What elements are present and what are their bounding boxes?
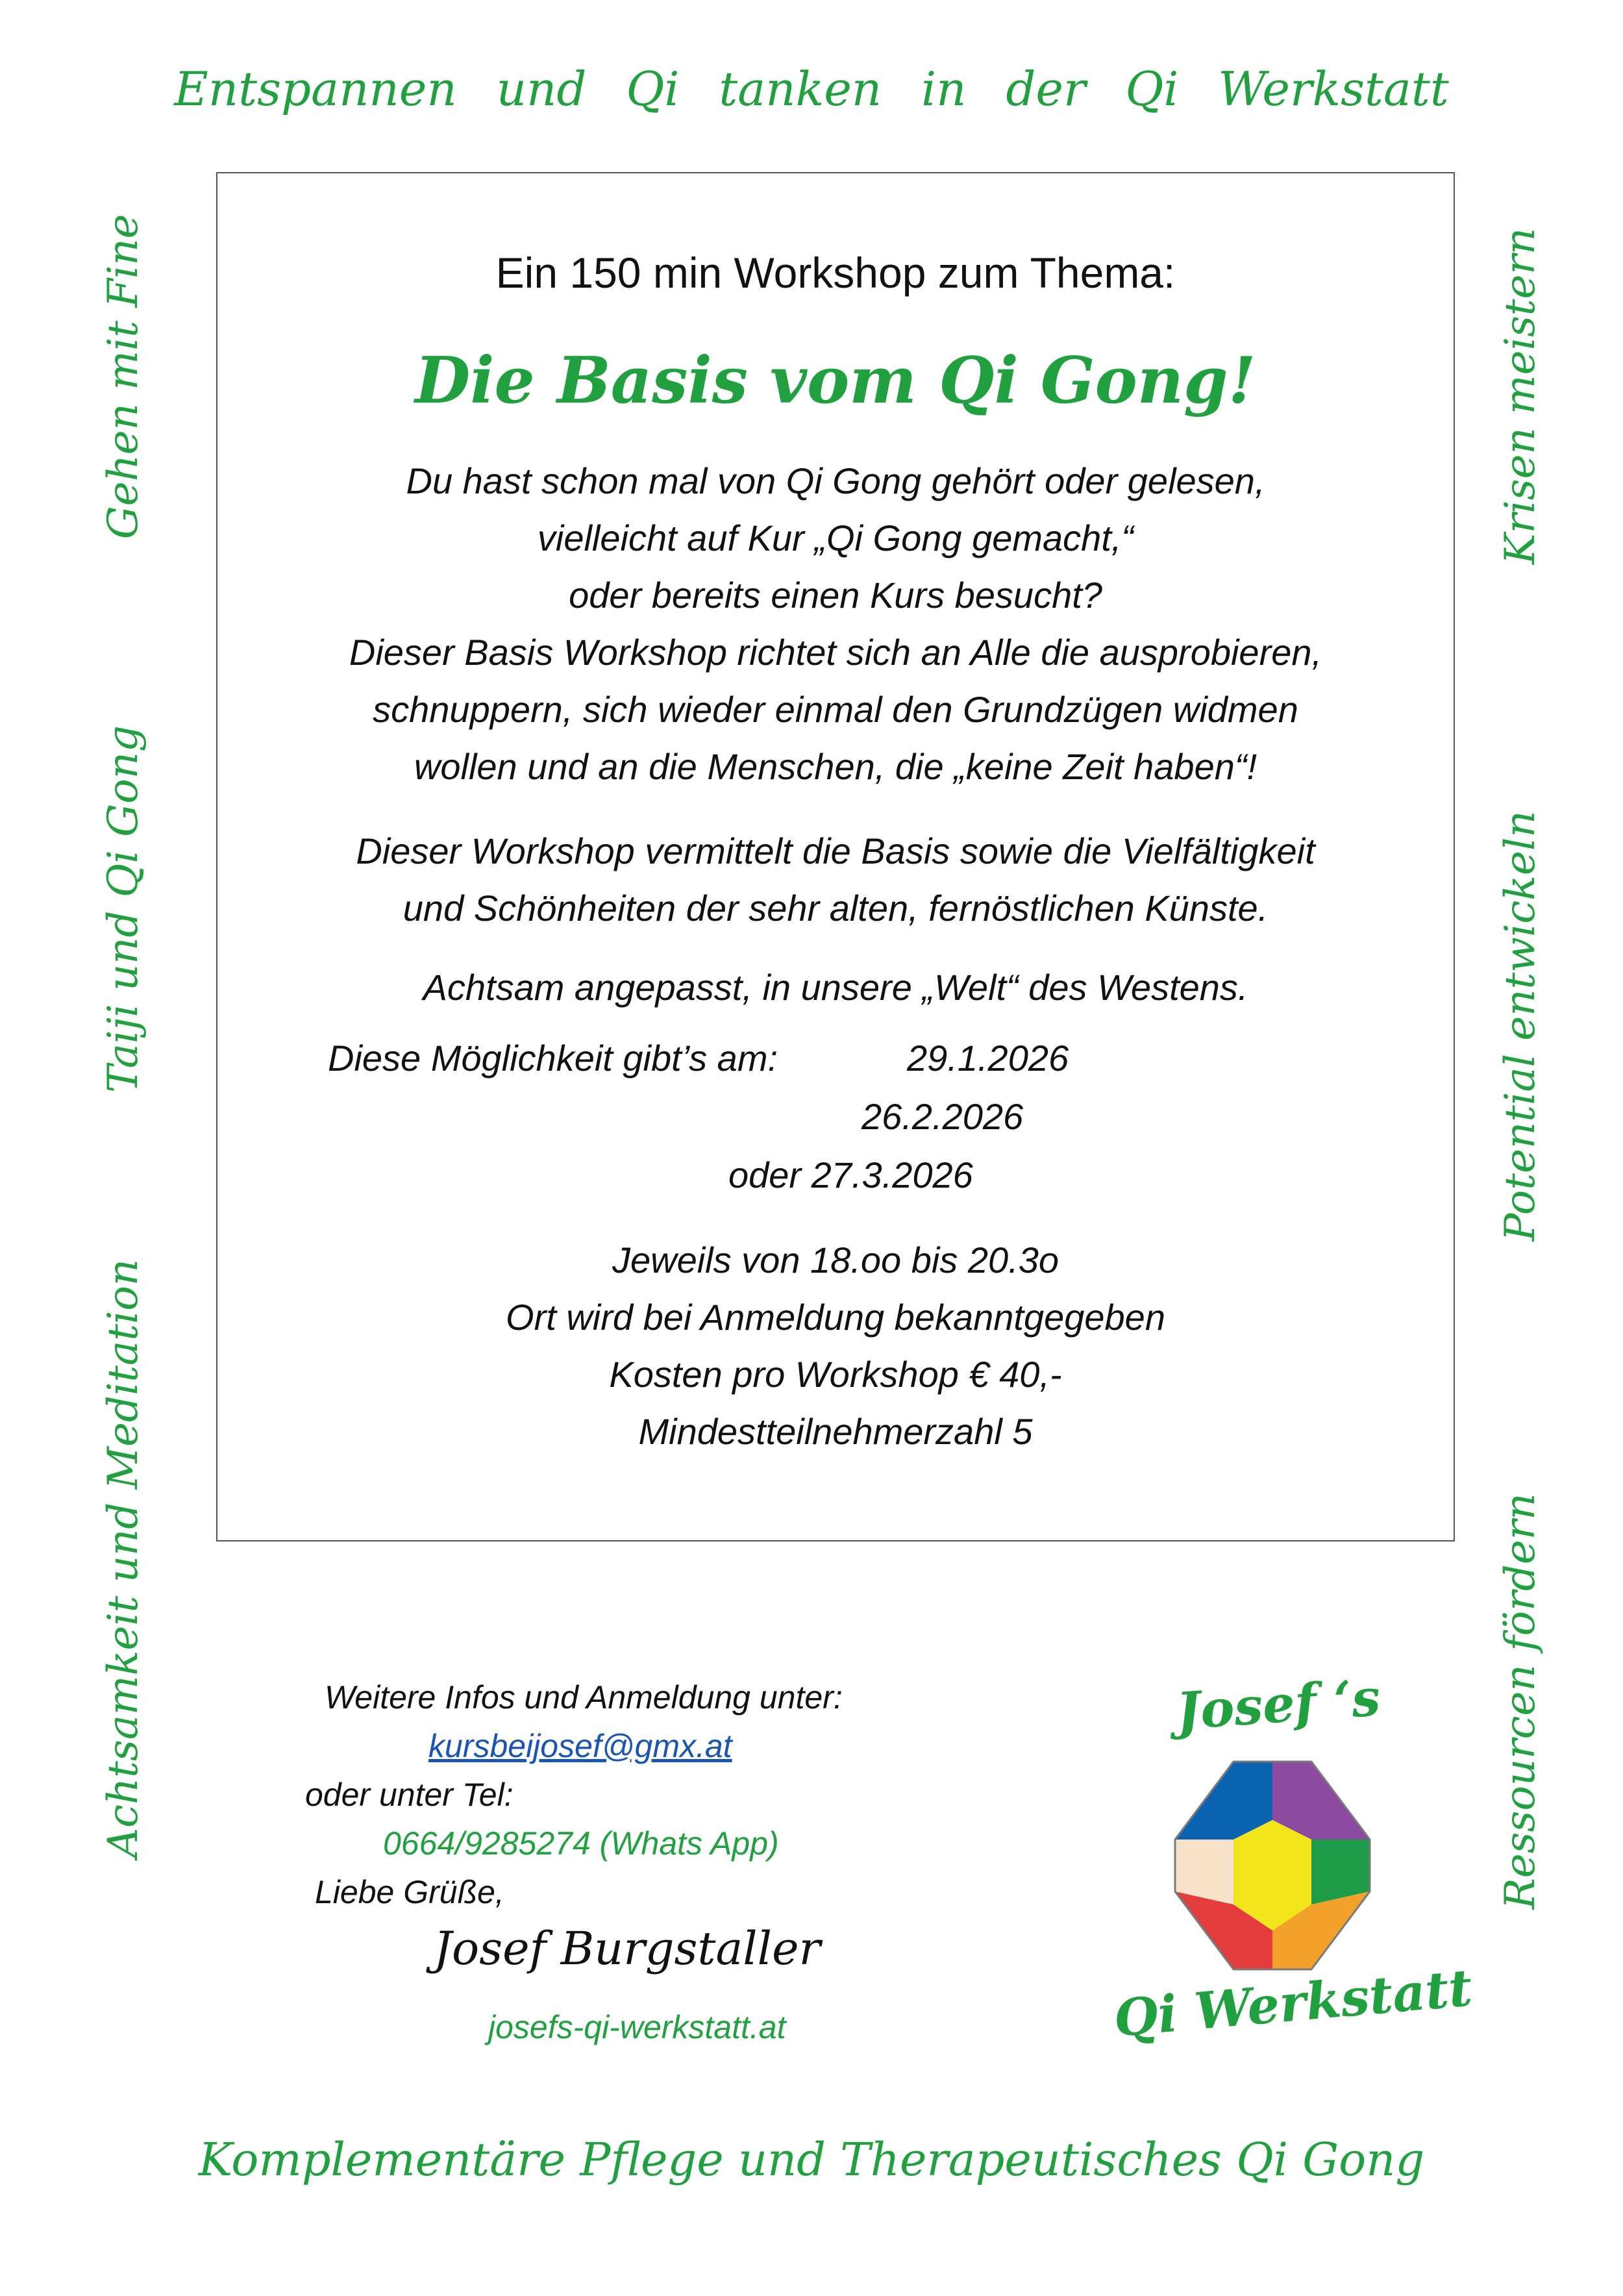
dates-label: Diese Möglichkeit gibt’s am: — [328, 1038, 778, 1079]
side-right-resources: Ressourcen fördern — [1496, 1493, 1544, 1910]
paragraph-2-line: Dieser Workshop vermittelt die Basis sowie die Vielfältigkeit — [356, 830, 1315, 871]
workshop-intro: Ein 150 min Workshop zum Thema: — [495, 249, 1176, 297]
paragraph-1-line: Dieser Basis Workshop richtet sich an Alle die ausprobieren, — [349, 632, 1322, 673]
date-1: 29.1.2026 — [907, 1038, 1069, 1079]
workshop-details — [217, 1232, 1454, 1460]
paragraph-2-line: und Schönheiten der sehr alten, fernöstlichen Künste. — [403, 888, 1269, 929]
phone-number[interactable]: 0664/9285274 (Whats App) — [383, 1825, 779, 1862]
side-left-taiji: Taiji und Qi Gong — [99, 725, 147, 1093]
paragraph-1-line: Du hast schon mal von Qi Gong gehört oder gelesen, — [406, 460, 1265, 501]
logo-bottom-text: Qi Werkstatt — [1111, 1958, 1475, 2049]
detail-time: Jeweils von 18.oo bis 20.3o — [612, 1240, 1059, 1280]
paragraph-1-line: oder bereits einen Kurs besucht? — [569, 575, 1102, 616]
detail-location: Ort wird bei Anmeldung bekanntgegeben — [506, 1297, 1165, 1338]
top-banner: Entspannen und Qi tanken in der Qi Werkstatt — [174, 62, 1449, 116]
side-left-mindfulness: Achtsamkeit und Meditation — [99, 1258, 147, 1858]
date-2: 26.2.2026 — [861, 1096, 1024, 1137]
side-right-potential: Potential entwickeln — [1496, 810, 1544, 1242]
phone-label: oder unter Tel: — [305, 1777, 514, 1813]
detail-cost: Kosten pro Workshop € 40,- — [609, 1354, 1062, 1395]
workshop-box — [216, 172, 1455, 1541]
website-link[interactable]: josefs-qi-werkstatt.at — [488, 2009, 786, 2045]
side-left-walking: Gehen mit Fine — [99, 214, 147, 540]
paragraph-3: Achtsam angepasst, in unsere „Welt“ des Westens. — [423, 967, 1248, 1008]
paragraph-1 — [217, 453, 1454, 795]
paragraph-2 — [217, 823, 1454, 937]
workshop-title: Die Basis vom Qi Gong! — [415, 343, 1256, 418]
greeting: Liebe Grüße, — [315, 1874, 504, 1910]
logo-top-text: Josef ‘s — [1174, 1668, 1383, 1741]
bottom-banner: Komplementäre Pflege und Therapeutisches Qi Gong — [198, 2133, 1425, 2186]
date-3: oder 27.3.2026 — [728, 1154, 973, 1195]
side-right-crises: Krisen meistern — [1496, 227, 1544, 565]
info-label: Weitere Infos und Anmeldung unter: — [325, 1679, 843, 1716]
signature: Josef Burgstaller — [434, 1922, 821, 1975]
logo-hexagon-icon — [1162, 1755, 1383, 1976]
detail-min-participants: Mindestteilnehmerzahl 5 — [638, 1411, 1033, 1452]
email-link[interactable]: kursbeijosef@gmx.at — [428, 1728, 732, 1764]
paragraph-1-line: schnuppern, sich wieder einmal den Grundzügen widmen — [373, 689, 1298, 730]
paragraph-1-line: wollen und an die Menschen, die „keine Zeit haben“! — [414, 746, 1258, 787]
paragraph-1-line: vielleicht auf Kur „Qi Gong gemacht,“ — [537, 518, 1134, 558]
